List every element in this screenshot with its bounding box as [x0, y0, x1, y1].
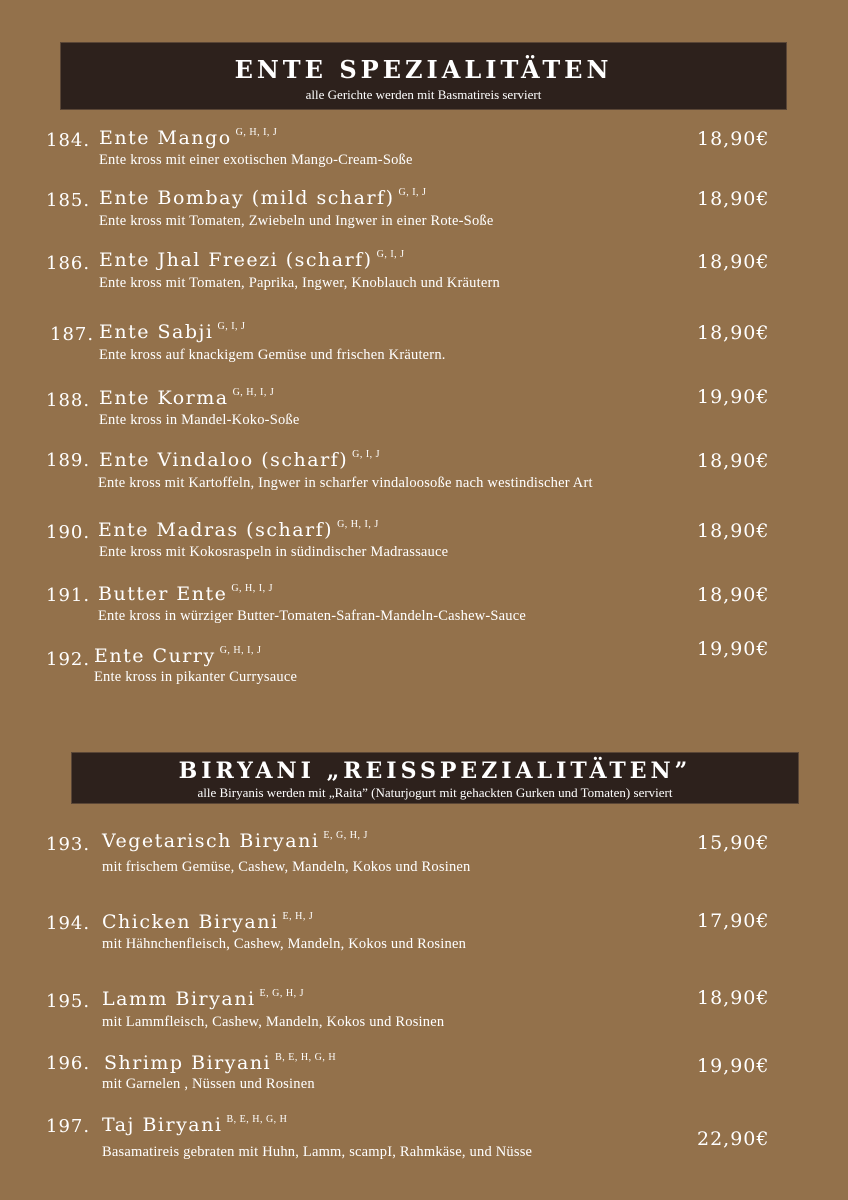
- menu-item: [0, 518, 848, 568]
- item-name: Lamm Biryani $^{E, G, H, J}$: [102, 988, 304, 1010]
- item-description: mit Hähnchenfleisch, Cashew, Mandeln, Kokos und Rosinen: [102, 936, 467, 952]
- item-number: 191.: [46, 585, 91, 606]
- item-price: 18,90€: [697, 450, 770, 472]
- item-name: Ente Curry $^{G, H, I, J}$: [94, 645, 262, 667]
- item-description: Ente kross mit Tomaten, Paprika, Ingwer, Knoblauch und Kräutern: [99, 275, 500, 291]
- item-number: 188.: [46, 390, 91, 411]
- item-allergens: E, G, H, J: [323, 830, 368, 841]
- item-name: Chicken Biryani $^{E, H, J}$: [102, 911, 314, 933]
- section-subtitle: alle Biryanis werden mit „Raita” (Naturjogurt mit gehackten Gurken und Tomaten) serviert: [197, 785, 673, 800]
- item-allergens: E, H, J: [282, 911, 314, 922]
- item-allergens: G, H, I, J: [337, 519, 379, 530]
- menu-item: [0, 1113, 848, 1163]
- item-allergens: G, I, J: [352, 449, 381, 460]
- item-price: 18,90€: [697, 520, 770, 542]
- item-description: Ente kross mit einer exotischen Mango-Cream-Soße: [99, 152, 413, 168]
- item-allergens: G, H, I, J: [232, 387, 275, 398]
- item-description: Ente kross in Mandel-Koko-Soße: [99, 412, 300, 428]
- item-price: 18,90€: [697, 251, 770, 273]
- item-name: Taj Biryani $^{B, E, H, G, H}$: [102, 1114, 288, 1136]
- item-price: 19,90€: [697, 1055, 770, 1077]
- item-price: 18,90€: [697, 188, 770, 210]
- item-price: 18,90€: [697, 128, 770, 150]
- menu-item: [0, 386, 848, 436]
- item-name: Vegetarisch Biryani $^{E, G, H, J}$: [102, 830, 368, 852]
- item-allergens: E, G, H, J: [259, 988, 304, 999]
- item-description: Ente kross in pikanter Currysauce: [94, 669, 298, 685]
- section-header-biryani: [71, 752, 799, 804]
- item-number: 190.: [46, 522, 91, 543]
- menu-item: [0, 125, 848, 175]
- item-description: Ente kross mit Tomaten, Zwiebeln und Ingwer in einer Rote-Soße: [99, 213, 494, 229]
- item-price: 17,90€: [697, 910, 770, 932]
- menu-item: [0, 320, 848, 370]
- item-name: Shrimp Biryani $^{B, E, H, G, H}$: [104, 1052, 337, 1074]
- item-name: Ente Vindaloo (scharf) $^{G, I, J}$: [99, 449, 381, 471]
- item-description: Basamatireis gebraten mit Huhn, Lamm, scampI, Rahmkäse, und Nüsse: [102, 1144, 533, 1160]
- item-name: Ente Mango $^{G, H, I, J}$: [99, 127, 278, 149]
- item-price: 22,90€: [697, 1128, 770, 1150]
- item-name: Ente Bombay (mild scharf) $^{G, I, J}$: [99, 187, 427, 209]
- item-number: 193.: [46, 834, 91, 855]
- menu-item: [0, 638, 848, 692]
- item-number: 192.: [46, 649, 91, 670]
- item-description: Ente kross in würziger Butter-Tomaten-Safran-Mandeln-Cashew-Sauce: [98, 608, 527, 624]
- item-allergens: G, I, J: [217, 321, 246, 332]
- item-name: Ente Jhal Freezi (scharf) $^{G, I, J}$: [99, 249, 405, 271]
- menu-item: [0, 247, 848, 297]
- item-allergens: B, E, H, G, H: [226, 1114, 288, 1125]
- item-number: 195.: [46, 991, 91, 1012]
- item-number: 186.: [46, 253, 91, 274]
- item-allergens: B, E, H, G, H: [275, 1052, 337, 1063]
- menu-item: [0, 582, 848, 632]
- item-description: mit frischem Gemüse, Cashew, Mandeln, Kokos und Rosinen: [102, 859, 471, 875]
- item-number: 187.: [50, 324, 95, 345]
- item-price: 15,90€: [697, 832, 770, 854]
- item-number: 184.: [46, 130, 91, 151]
- item-number: 194.: [46, 913, 91, 934]
- menu-item: [0, 1050, 848, 1100]
- item-name: Butter Ente $^{G, H, I, J}$: [98, 583, 273, 605]
- item-description: Ente kross mit Kokosraspeln in südindischer Madrassauce: [99, 544, 449, 560]
- item-number: 189.: [46, 450, 91, 471]
- section-title: BIRYANI „REISSPEZIALITÄTEN”: [178, 758, 692, 784]
- item-description: mit Lammfleisch, Cashew, Mandeln, Kokos und Rosinen: [102, 1014, 445, 1030]
- item-name: Ente Madras (scharf) $^{G, H, I, J}$: [98, 519, 379, 541]
- item-description: mit Garnelen , Nüssen und Rosinen: [102, 1076, 315, 1092]
- menu-item: [0, 828, 848, 878]
- menu-item: [0, 185, 848, 235]
- item-allergens: G, I, J: [398, 187, 427, 198]
- item-name: Ente Sabji $^{G, I, J}$: [99, 321, 246, 343]
- item-allergens: G, I, J: [376, 249, 405, 260]
- item-number: 197.: [46, 1116, 91, 1137]
- item-price: 18,90€: [697, 322, 770, 344]
- item-price: 19,90€: [697, 386, 770, 408]
- section-subtitle: alle Gerichte werden mit Basmatireis serviert: [305, 87, 542, 102]
- item-allergens: G, H, I, J: [219, 645, 262, 656]
- menu-item: [0, 448, 848, 498]
- item-name: Ente Korma $^{G, H, I, J}$: [99, 387, 275, 409]
- item-number: 196.: [46, 1053, 91, 1074]
- item-price: 19,90€: [697, 638, 770, 660]
- section-title: ENTE SPEZIALITÄTEN: [234, 55, 613, 84]
- item-allergens: G, H, I, J: [235, 127, 278, 138]
- item-description: Ente kross mit Kartoffeln, Ingwer in scharfer vindaloosoße nach westindischer Art: [98, 475, 593, 491]
- item-price: 18,90€: [697, 987, 770, 1009]
- item-description: Ente kross auf knackigem Gemüse und frischen Kräutern.: [99, 347, 446, 363]
- menu-item: [0, 908, 848, 958]
- item-number: 185.: [46, 190, 91, 211]
- section-header-ente: [60, 42, 787, 110]
- item-allergens: G, H, I, J: [231, 583, 273, 594]
- item-price: 18,90€: [697, 584, 770, 606]
- menu-item: [0, 986, 848, 1036]
